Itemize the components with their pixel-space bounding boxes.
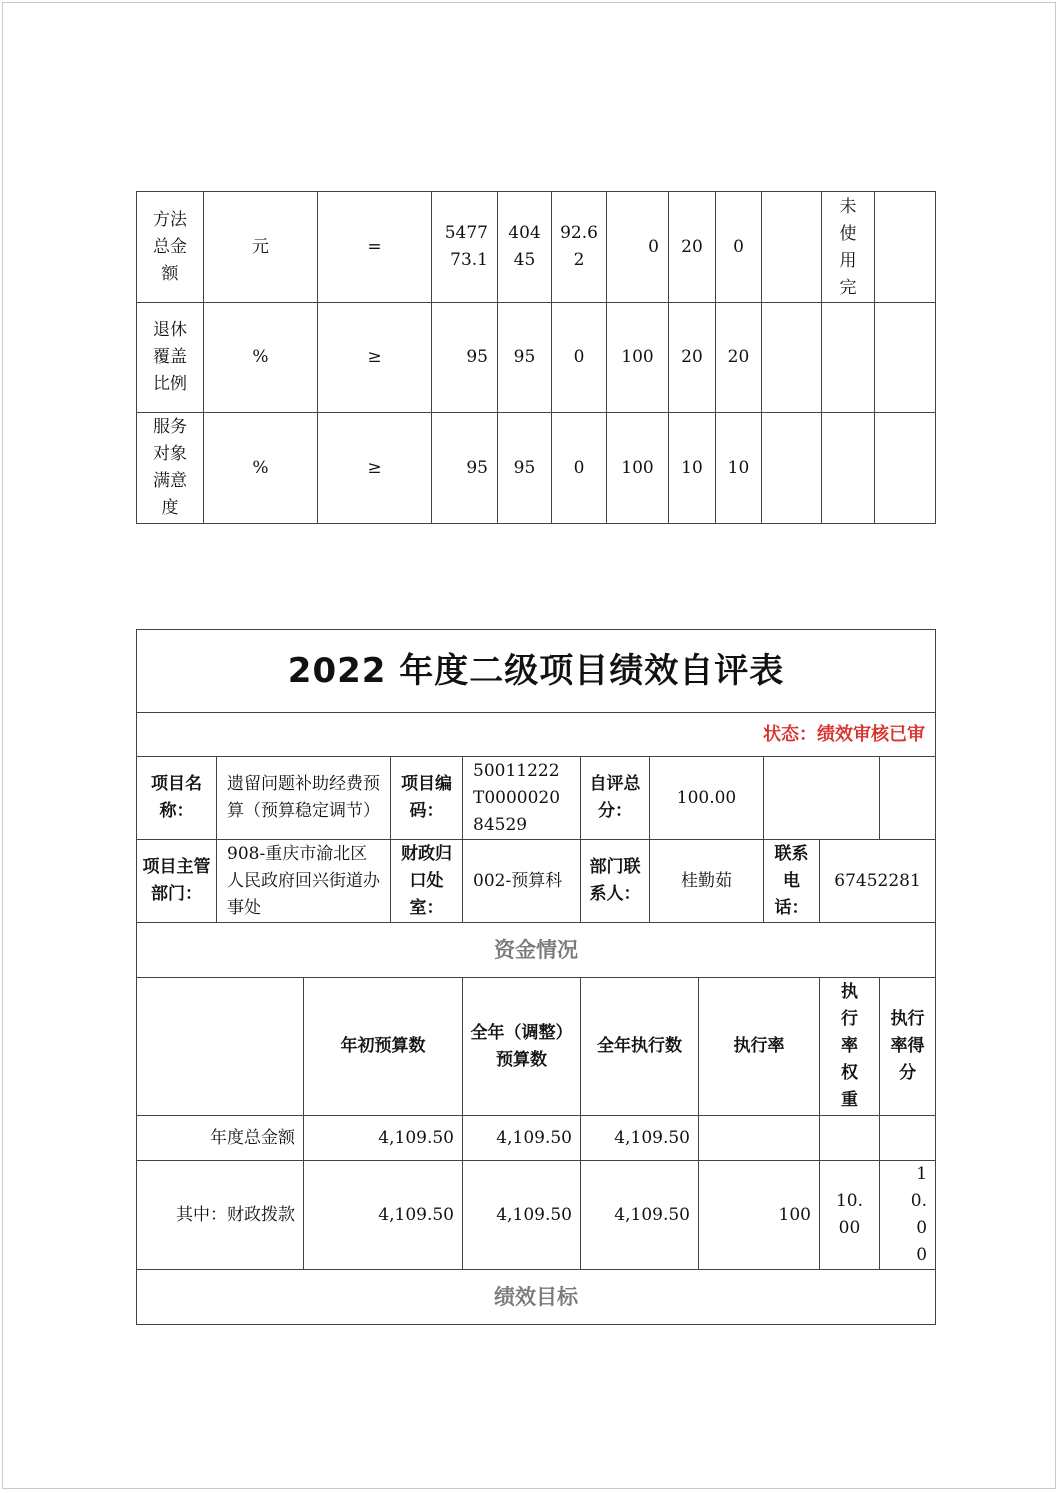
dept-info-row: [137, 840, 936, 923]
indicator-weight: 20: [669, 303, 716, 413]
indicator-deviation: 0: [552, 413, 607, 524]
funds-rate: [699, 1116, 820, 1161]
indicator-extra: [875, 303, 936, 413]
funds-row-label: 其中：财政拨款: [137, 1161, 304, 1270]
indicator-name: 方法总金额: [137, 192, 204, 303]
funds-weight: 10.00: [820, 1161, 880, 1270]
indicator-target: 547773.1: [432, 192, 498, 303]
indicator-score-a: 100: [607, 303, 669, 413]
funds-adjusted: 4,109.50: [463, 1116, 581, 1161]
funds-initial: 4,109.50: [304, 1116, 463, 1161]
indicator-score-a: 0: [607, 192, 669, 303]
funds-row: [137, 1116, 936, 1161]
funds-executed: 4,109.50: [581, 1116, 699, 1161]
funds-header-initial: 年初预算数: [304, 978, 463, 1116]
project-info-row: [137, 757, 936, 840]
indicator-note: [822, 413, 875, 524]
project-name-label: 项目名称：: [137, 757, 217, 840]
indicator-score-a: 100: [607, 413, 669, 524]
indicator-operator: ≥: [318, 413, 432, 524]
indicator-actual: 40445: [498, 192, 552, 303]
indicator-deviation: 92.62: [552, 192, 607, 303]
indicator-extra: [875, 413, 936, 524]
funds-header-score: 执行率得分: [880, 978, 936, 1116]
indicator-row: [137, 413, 936, 524]
funds-rate: 100: [699, 1161, 820, 1270]
indicator-actual: 95: [498, 303, 552, 413]
indicator-score: 10: [716, 413, 762, 524]
finance-office-label: 财政归口处室：: [391, 840, 463, 923]
performance-form: [136, 629, 936, 1325]
contact-value: 桂勤茹: [650, 840, 764, 923]
indicator-row: [137, 303, 936, 413]
indicator-target: 95: [432, 303, 498, 413]
dept-value: 908-重庆市渝北区人民政府回兴街道办事处: [217, 840, 391, 923]
finance-office-value: 002-预算科: [463, 840, 581, 923]
indicator-operator: =: [318, 192, 432, 303]
funds-header-row: [137, 978, 936, 1116]
indicator-actual: 95: [498, 413, 552, 524]
funds-weight: [820, 1116, 880, 1161]
funds-header-rate: 执行率: [699, 978, 820, 1116]
indicator-row: [137, 192, 936, 303]
indicator-blank: [762, 192, 822, 303]
empty-cell: [880, 757, 936, 840]
indicator-unit: %: [204, 413, 318, 524]
form-title: 2022 年度二级项目绩效自评表: [137, 630, 936, 713]
funds-header-adjusted: 全年（调整）预算数: [463, 978, 581, 1116]
phone-value: 67452281: [820, 840, 936, 923]
indicator-table: [136, 191, 936, 524]
indicator-note: 未使用完: [822, 192, 875, 303]
indicator-blank: [762, 303, 822, 413]
indicator-weight: 20: [669, 192, 716, 303]
indicator-score: 20: [716, 303, 762, 413]
indicator-operator: ≥: [318, 303, 432, 413]
funds-score: 10.00: [880, 1161, 936, 1270]
empty-cell: [764, 757, 880, 840]
indicator-weight: 10: [669, 413, 716, 524]
funds-executed: 4,109.50: [581, 1161, 699, 1270]
indicator-score: 0: [716, 192, 762, 303]
indicator-unit: %: [204, 303, 318, 413]
indicator-extra: [875, 192, 936, 303]
self-score-label: 自评总分：: [581, 757, 650, 840]
funds-header-executed: 全年执行数: [581, 978, 699, 1116]
project-name: 遗留问题补助经费预算（预算稳定调节）: [217, 757, 391, 840]
self-score: 100.00: [650, 757, 764, 840]
indicator-name: 服务对象满意度: [137, 413, 204, 524]
indicator-target: 95: [432, 413, 498, 524]
project-code-label: 项目编码：: [391, 757, 463, 840]
project-code: 50011222T000002084529: [463, 757, 581, 840]
funds-initial: 4,109.50: [304, 1161, 463, 1270]
indicator-note: [822, 303, 875, 413]
contact-label: 部门联系人：: [581, 840, 650, 923]
funds-row: [137, 1161, 936, 1270]
indicator-deviation: 0: [552, 303, 607, 413]
funds-row-label: 年度总金额: [137, 1116, 304, 1161]
funds-header-blank: [137, 978, 304, 1116]
funds-score: [880, 1116, 936, 1161]
indicator-unit: 元: [204, 192, 318, 303]
funds-section-title: 资金情况: [137, 923, 936, 978]
phone-label: 联系电话：: [764, 840, 820, 923]
dept-label: 项目主管部门：: [137, 840, 217, 923]
goals-section-title: 绩效目标: [137, 1270, 936, 1325]
funds-header-weight: 执行率权重: [820, 978, 880, 1116]
status-badge: 状态：绩效审核已审: [137, 713, 936, 757]
indicator-name: 退休覆盖比例: [137, 303, 204, 413]
indicator-blank: [762, 413, 822, 524]
funds-adjusted: 4,109.50: [463, 1161, 581, 1270]
